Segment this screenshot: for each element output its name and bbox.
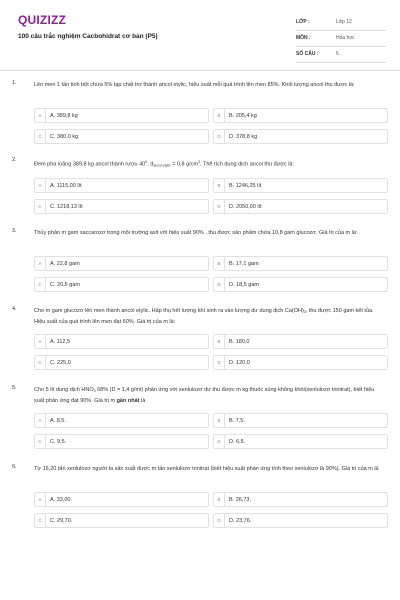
option-text: C. 380,0 kg	[50, 134, 79, 140]
option-a[interactable]	[34, 256, 209, 271]
option-text: D. 378,8 kg	[229, 134, 258, 140]
option-text: A. 8,5.	[50, 418, 66, 424]
option-text: A. 22,8 gam	[50, 261, 80, 267]
question-text-sub: 3	[93, 389, 96, 393]
option-letter: B	[214, 179, 225, 193]
option-letter: A	[35, 414, 46, 428]
option-d[interactable]	[213, 129, 388, 144]
option-c[interactable]	[34, 277, 209, 292]
option-text: A. 1115,00 lít	[50, 183, 82, 189]
option-text: C. 1218,13 lít	[50, 204, 83, 210]
option-letter: D	[214, 200, 225, 214]
question-text: Lên men 1 tấn tinh bột chứa 5% tạp chất trơ thành ancol etylic, hiệu suất mỗi quá trình lên men 85%. Khối lượng ancol thu được là:	[34, 82, 355, 88]
option-letter: B	[214, 414, 225, 428]
option-letter: A	[35, 109, 46, 123]
option-text: B. 180,0	[229, 339, 250, 345]
meta-info	[296, 15, 386, 63]
option-a[interactable]	[34, 492, 209, 507]
question-text-part: . Thể tích dung dịch ancol thu được là:	[200, 161, 295, 168]
option-b[interactable]	[213, 178, 388, 193]
option-letter: A	[35, 179, 46, 193]
option-c[interactable]	[34, 434, 209, 449]
question-text: Thủy phân m gam saccarozơ trong môi trường axit với hiệu suất 90% , thu được sản phẩm chứa 10,8 gam glucozơ. Giá trị của m là:	[34, 230, 358, 236]
question-text	[34, 306, 386, 327]
meta-row-class	[296, 15, 386, 31]
option-text: B. 1246,25 lít	[229, 183, 262, 189]
meta-value: Lớp 12	[336, 19, 352, 25]
option-letter: B	[214, 335, 225, 349]
option-a[interactable]	[34, 178, 209, 193]
option-text: B. 205,4 kg	[229, 113, 257, 119]
question-text-bold: gần nhất	[116, 398, 140, 404]
question-text-sup: 0	[145, 160, 148, 164]
option-b[interactable]	[213, 413, 388, 428]
option-b[interactable]	[213, 256, 388, 271]
option-d[interactable]	[213, 277, 388, 292]
option-text: D. 23,76.	[229, 518, 252, 524]
option-text: B. 26,73.	[229, 497, 252, 503]
question-text-sub: ancol etylic	[153, 163, 171, 168]
page-header	[0, 0, 400, 70]
option-letter: C	[35, 130, 46, 144]
question-text-sub: 2	[303, 310, 306, 314]
option-text: C. 9,5.	[50, 439, 67, 445]
option-letter: C	[35, 514, 46, 528]
quizizz-logo: QUIZIZZ	[18, 13, 67, 27]
option-d[interactable]	[213, 434, 388, 449]
option-letter: B	[214, 257, 225, 271]
option-letter: C	[35, 435, 46, 449]
meta-label: LỚP :	[296, 19, 310, 25]
question-text-sup: 3	[198, 160, 200, 164]
option-text: D. 6,5.	[229, 439, 246, 445]
option-letter: B	[214, 493, 225, 507]
option-d[interactable]	[213, 513, 388, 528]
question-text-part: 68% (D = 1,4 g/ml) phản ứng với xenlulozơ dư thu được m kg thuốc súng không khói(xenlulozơ trinitrat), biết hiệu suất phản ứng đạt 90%. Giá trị m	[34, 387, 375, 404]
option-b[interactable]	[213, 334, 388, 349]
option-text: D. 2050,00 lít	[229, 204, 262, 210]
option-text: C. 20,5 gam	[50, 282, 80, 288]
option-text: B. 17,1 gam	[229, 261, 259, 267]
question-number: 5.	[12, 385, 17, 391]
option-b[interactable]	[213, 108, 388, 123]
question-text-part: Cho m gam glucozơ lên men thành ancol etylic. Hấp thụ hết lượng khí sinh ra vào lượng dư dung dịch Ca(OH)	[34, 308, 304, 314]
option-letter: A	[35, 335, 46, 349]
option-c[interactable]	[34, 129, 209, 144]
question-text-part: là	[139, 398, 146, 404]
question-number: 2.	[12, 157, 17, 163]
option-d[interactable]	[213, 355, 388, 370]
question-text-part: Cho 5 lít dung dịch HNO	[34, 387, 94, 393]
option-c[interactable]	[34, 199, 209, 214]
question-number: 3.	[12, 228, 17, 234]
question-text-part: = 0,8 g/cm	[170, 161, 199, 168]
meta-row-count	[296, 47, 386, 63]
question-number: 1.	[12, 80, 17, 86]
option-b[interactable]	[213, 492, 388, 507]
option-letter: C	[35, 200, 46, 214]
option-letter: D	[214, 356, 225, 370]
option-letter: A	[35, 257, 46, 271]
meta-label: MÔN :	[296, 35, 311, 41]
option-letter: D	[214, 435, 225, 449]
option-text: C. 225,0	[50, 360, 71, 366]
option-letter: C	[35, 356, 46, 370]
option-letter: D	[214, 514, 225, 528]
page-title: 100 câu trắc nghiệm Cacbohidrat cơ bản (P5)	[18, 33, 158, 40]
option-text: D. 18,5 gam	[229, 282, 259, 288]
question-number: 4.	[12, 306, 17, 312]
question-number: 6.	[12, 464, 17, 470]
meta-value: Hóa học	[336, 35, 355, 41]
option-text: C. 29,70.	[50, 518, 73, 524]
header-divider	[0, 70, 400, 71]
meta-row-subject	[296, 31, 386, 47]
question-text-part: , d	[147, 161, 154, 168]
option-letter: D	[214, 278, 225, 292]
meta-value: 6	[336, 51, 339, 57]
option-d[interactable]	[213, 199, 388, 214]
question-text	[34, 385, 386, 406]
option-text: D. 120,0	[229, 360, 250, 366]
option-text: B. 7,5.	[229, 418, 245, 424]
question-text: Từ 16,20 tấn xenlulozơ người ta sản xuất được m tấn xenlulozơ trinitrat (biết hiệu suất phản ứng tính theo xenlulozơ là 90%). Giá trị của m là	[34, 466, 379, 472]
option-a[interactable]	[34, 413, 209, 428]
option-c[interactable]	[34, 355, 209, 370]
option-text: A. 389,8 kg	[50, 113, 78, 119]
option-a[interactable]	[34, 334, 209, 349]
option-a[interactable]	[34, 108, 209, 123]
option-text: A. 112,5	[50, 339, 71, 345]
question-text-part: , thu được 150 gam kết tủa. Hiệu suất của quá trình lên men đạt 60%. Giá trị của m là:	[34, 308, 374, 325]
meta-label: SỐ CÂU :	[296, 51, 319, 57]
option-letter: A	[35, 493, 46, 507]
option-text: A. 33,00.	[50, 497, 73, 503]
option-letter: B	[214, 109, 225, 123]
option-letter: C	[35, 278, 46, 292]
option-letter: D	[214, 130, 225, 144]
question-text	[34, 157, 386, 171]
question-text-part: Đem pha loãng 389,8 kg ancol thành rượu 40	[34, 161, 146, 168]
option-c[interactable]	[34, 513, 209, 528]
